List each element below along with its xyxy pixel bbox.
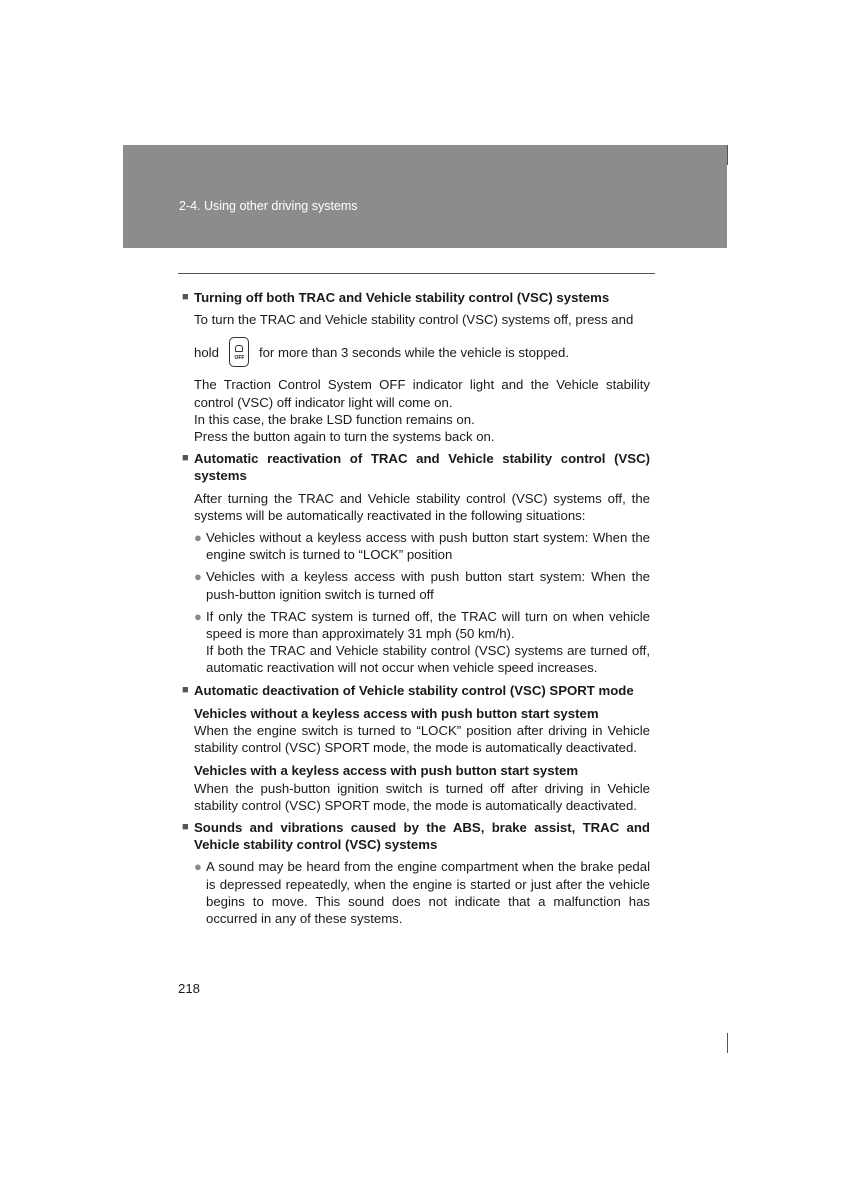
subheading: Vehicles with a keyless access with push button start system: [194, 763, 579, 779]
square-bullet-icon: ■: [182, 821, 189, 834]
subheading: Vehicles without a keyless access with push button start system: [194, 705, 599, 721]
crop-mark-bottom: [727, 1033, 728, 1053]
section-intro: After turning the TRAC and Vehicle stability control (VSC) systems off, the systems will be automatically reactivated in the following situations:: [194, 490, 650, 523]
car-skid-icon: [235, 345, 243, 352]
section-auto-reactivation: [182, 450, 650, 676]
list-item: ● Vehicles with a keyless access with push button start system: When the push-button ignition switch is turned off: [194, 569, 650, 602]
section-title: 2-4. Using other driving systems: [179, 199, 358, 213]
hold-prefix: hold: [194, 344, 219, 360]
page-content: [182, 289, 650, 932]
paragraph: The Traction Control System OFF indicator light and the Vehicle stability control (VSC) off indicator light will come on.: [194, 377, 650, 410]
list-item: ● Vehicles without a keyless access with push button start system: When the engine switch is turned to “LOCK” position: [194, 530, 650, 563]
bullet-text: If only the TRAC system is turned off, the TRAC will turn on when vehicle speed is more than approximately 31 mph (50 km/h).: [206, 608, 650, 642]
list-item: [194, 608, 650, 677]
square-bullet-icon: ■: [182, 291, 189, 303]
circle-bullet-icon: ●: [194, 569, 202, 585]
header-band: [123, 145, 727, 248]
crop-mark-top: [727, 145, 728, 165]
section-heading: ■ Turning off both TRAC and Vehicle stability control (VSC) systems: [182, 290, 610, 305]
paragraph: When the push-button ignition switch is turned off after driving in Vehicle stability control (VSC) SPORT mode, the mode is automatically deactivated.: [194, 780, 650, 813]
section-heading: ■ Automatic reactivation of TRAC and Vehicle stability control (VSC) systems: [182, 451, 650, 484]
page-number: 218: [178, 981, 201, 996]
circle-bullet-icon: ●: [194, 608, 202, 624]
section-turning-off: [182, 289, 650, 445]
section-heading: ■ Automatic deactivation of Vehicle stability control (VSC) SPORT mode: [182, 682, 634, 698]
square-bullet-icon: ■: [182, 683, 189, 696]
top-rule: [178, 273, 655, 274]
paragraph: When the engine switch is turned to “LOCK” position after driving in Vehicle stability control (VSC) SPORT mode, the mode is automatically deactivated.: [194, 723, 650, 756]
vsc-off-switch-icon: [229, 337, 249, 367]
section-sounds-vibrations: [182, 819, 650, 927]
circle-bullet-icon: ●: [194, 859, 202, 875]
section-heading: ■ Sounds and vibrations caused by the ABS, brake assist, TRAC and Vehicle stability control (VSC) systems: [182, 820, 650, 853]
vsc-off-label: OFF: [234, 355, 245, 362]
section-intro: To turn the TRAC and Vehicle stability control (VSC) systems off, press and: [194, 312, 634, 328]
square-bullet-icon: ■: [182, 452, 189, 465]
hold-instruction: [194, 337, 650, 367]
bullet-extra-text: If both the TRAC and Vehicle stability control (VSC) systems are turned off, automatic reactivation will not occur when vehicle speed increases.: [206, 643, 650, 676]
list-item: ● A sound may be heard from the engine compartment when the brake pedal is depressed repeatedly, when the engine is started or just after the vehicle begins to move. This sound does not indicate that a malfunction has occurred in any of these systems.: [194, 859, 650, 927]
circle-bullet-icon: ●: [194, 530, 202, 546]
paragraph: In this case, the brake LSD function remains on.: [194, 411, 475, 427]
paragraph: Press the button again to turn the systems back on.: [194, 429, 495, 445]
hold-suffix: for more than 3 seconds while the vehicle is stopped.: [258, 344, 570, 360]
section-auto-deactivation: [182, 682, 650, 814]
